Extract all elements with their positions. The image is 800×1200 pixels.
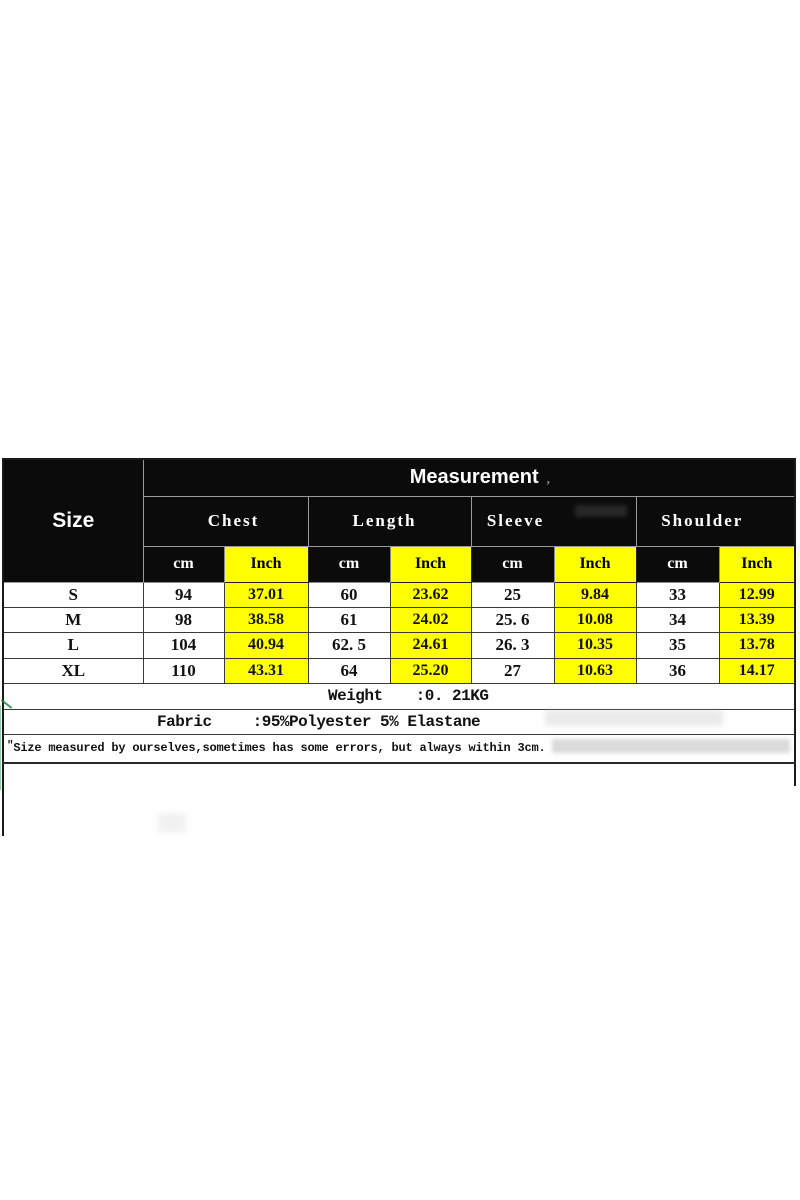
length-cm-unit-cell: cm <box>308 546 390 582</box>
weight-value: :0. 21KG <box>415 687 489 705</box>
shoulder-inch-cell: 14.17 <box>719 658 795 683</box>
length-header-cell: Length <box>308 496 471 546</box>
length-inch-cell: 24.61 <box>390 632 471 658</box>
note-cell <box>3 734 795 763</box>
weight-label: Weight <box>328 687 383 705</box>
measurement-table <box>2 458 796 786</box>
sleeve-cm-unit-cell: cm <box>471 546 554 582</box>
measurement-title-cell <box>143 459 795 496</box>
sleeve-cm-cell: 25. 6 <box>471 607 554 632</box>
size-header-cell <box>3 459 143 582</box>
chest-inch-cell: 37.01 <box>224 582 308 607</box>
shoulder-inch-unit-cell: Inch <box>719 546 795 582</box>
sleeve-cm-cell: 27 <box>471 658 554 683</box>
shoulder-cm-cell: 34 <box>636 607 719 632</box>
weight-cell <box>3 683 795 709</box>
note-text: Size measured by ourselves,sometimes has some errors, but always within 3cm. <box>13 741 546 756</box>
fabric-cell <box>3 709 795 734</box>
length-inch-cell: 23.62 <box>390 582 471 607</box>
size-header-label: Size <box>52 508 95 532</box>
length-cm-cell: 64 <box>308 658 390 683</box>
chest-inch-cell: 40.94 <box>224 632 308 658</box>
shoulder-cm-cell: 36 <box>636 658 719 683</box>
sleeve-inch-cell: 10.35 <box>554 632 636 658</box>
chest-inch-cell: 38.58 <box>224 607 308 632</box>
table-row-s <box>3 582 795 607</box>
size-cell: M <box>3 607 143 632</box>
chest-header-cell: Chest <box>143 496 308 546</box>
chest-inch-cell: 43.31 <box>224 658 308 683</box>
sleeve-header-cell: Sleeve <box>471 496 636 546</box>
fabric-value: :95%Polyester 5% Elastane <box>252 712 481 731</box>
shoulder-inch-cell: 13.78 <box>719 632 795 658</box>
sleeve-cm-cell: 25 <box>471 582 554 607</box>
note-row <box>3 734 795 763</box>
length-inch-cell: 25.20 <box>390 658 471 683</box>
table-row-xl <box>3 658 795 683</box>
chest-cm-cell: 94 <box>143 582 224 607</box>
chest-cm-cell: 98 <box>143 607 224 632</box>
table-row-m <box>3 607 795 632</box>
shoulder-cm-unit-cell: cm <box>636 546 719 582</box>
ghost-cell <box>3 763 795 786</box>
shoulder-inch-cell: 12.99 <box>719 582 795 607</box>
title-row <box>3 459 795 496</box>
weight-row <box>3 683 795 709</box>
shoulder-header-cell: Shoulder <box>636 496 795 546</box>
watermark-comma-mark: , <box>546 471 550 487</box>
length-cm-cell: 62. 5 <box>308 632 390 658</box>
length-cm-cell: 61 <box>308 607 390 632</box>
sleeve-inch-cell: 9.84 <box>554 582 636 607</box>
sleeve-inch-unit-cell: Inch <box>554 546 636 582</box>
green-edge-artifact <box>0 705 1 790</box>
length-inch-cell: 24.02 <box>390 607 471 632</box>
note-quote-mark: " <box>7 740 14 753</box>
length-cm-cell: 60 <box>308 582 390 607</box>
sleeve-inch-cell: 10.08 <box>554 607 636 632</box>
chest-cm-cell: 110 <box>143 658 224 683</box>
length-inch-unit-cell: Inch <box>390 546 471 582</box>
left-border-extension <box>2 783 4 836</box>
shoulder-cm-cell: 35 <box>636 632 719 658</box>
size-cell: XL <box>3 658 143 683</box>
size-cell: L <box>3 632 143 658</box>
table-row-l <box>3 632 795 658</box>
shoulder-inch-cell: 13.39 <box>719 607 795 632</box>
chest-inch-unit-cell: Inch <box>224 546 308 582</box>
shoulder-cm-cell: 33 <box>636 582 719 607</box>
fabric-row <box>3 709 795 734</box>
chest-cm-cell: 104 <box>143 632 224 658</box>
size-cell: S <box>3 582 143 607</box>
measurement-title: Measurement <box>409 466 539 489</box>
chest-cm-unit-cell: cm <box>143 546 224 582</box>
watermark-smudge <box>158 813 186 833</box>
sleeve-inch-cell: 10.63 <box>554 658 636 683</box>
fabric-label: Fabric <box>157 712 212 731</box>
ghost-row <box>3 763 795 786</box>
sleeve-cm-cell: 26. 3 <box>471 632 554 658</box>
